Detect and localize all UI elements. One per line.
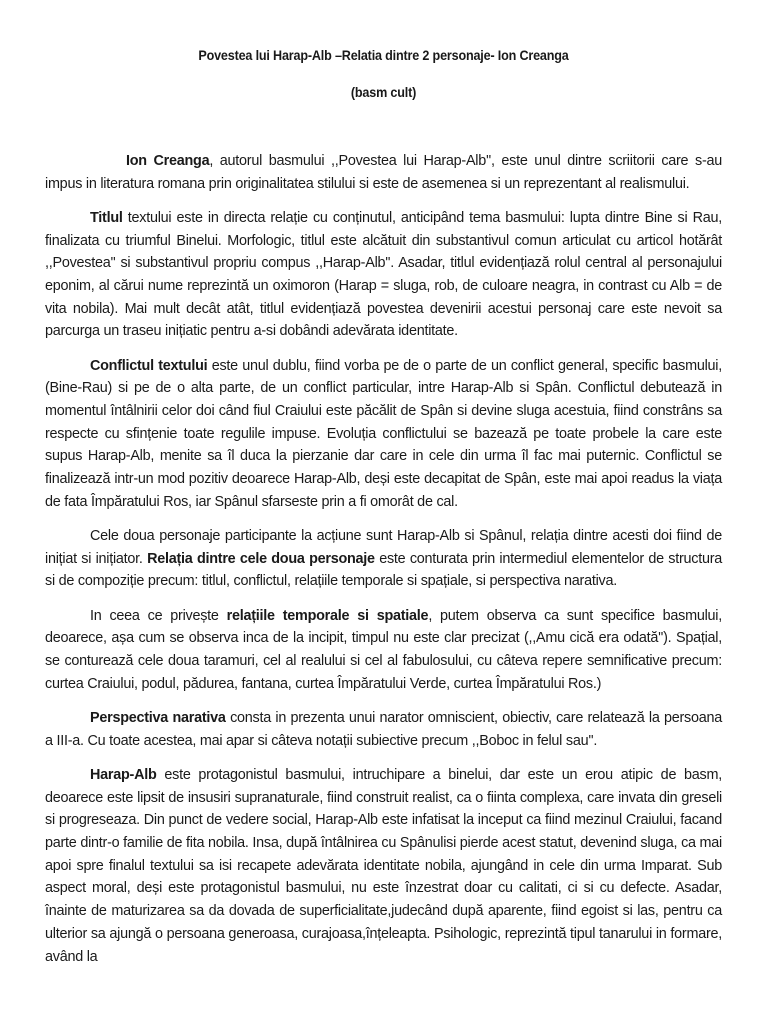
paragraph-relation xyxy=(45,525,722,593)
paragraph-relation-bold: Relația dintre cele doua personaje xyxy=(147,550,375,567)
paragraph-temporal xyxy=(45,605,722,696)
paragraph-conflict-text: este unul dublu, fiind vorba pe de o parte de un conflict general, specific basmului, (Bine-Rau) si pe de o alta parte, de un conflict particular, intre Harap-Alb si Spân. Conflictul debutează in momentul întâlnirii celor doi când fiul Craiului este păcălit de Spân si devine sluga acestuia, fiind constrâns sa respecte cu sfințenie toate regulile impuse. Evoluția conflictului se bazează pe toate probele la care este supus Harap-Alb, menite sa îl duca la pierzanie dar care in cele din urma îl fac mai puternic. Conflictul se finalizează intr-un mod pozitiv deoarece Harap-Alb, deși este decapitat de Spân, este mai apoi readus la viața de fata Împăratului Ros, iar Spânul sfarseste prin a fi omorât de cal. xyxy=(45,357,722,510)
paragraph-temporal-after: , putem observa ca sunt specifice basmului, deoarece, așa cum se observa inca de la incipit, timpul nu este clar precizat (,,Amu cică era odată''). Spațial, se conturează cele doua taramuri, cel al realului si cel al fabulosului, cu câteva repere semnificative precum: curtea Craiului, podul, pădurea, fantana, curtea Împăratului Verde, curtea Împăratului Ros.) xyxy=(45,607,723,692)
paragraph-conflict-lead: Conflictul textului xyxy=(90,357,208,374)
paragraph-relation-before: Cele doua personaje participante la acțiune sunt Harap-Alb si Spânul, relația dintre acesti doi fiind de inițiat si inițiator. xyxy=(45,528,722,567)
paragraph-title xyxy=(45,207,722,343)
document-title: Povestea lui Harap-Alb –Relatia dintre 2 personaje- Ion Creanga xyxy=(198,47,569,63)
paragraph-temporal-before: In ceea ce privește xyxy=(90,607,227,624)
document-subtitle: (basm cult) xyxy=(350,84,417,100)
paragraph-perspective xyxy=(45,707,722,752)
paragraph-title-lead: Titlul xyxy=(90,209,123,226)
paragraph-conflict xyxy=(45,355,722,514)
paragraph-perspective-lead: Perspectiva narativa xyxy=(90,709,226,726)
paragraph-relation-after: este conturata prin intermediul elementelor de structura si de compoziție precum: titlul, conflictul, relațiile temporale si spațiale, si perspectiva narativa. xyxy=(45,550,723,590)
paragraph-perspective-text: consta in prezenta unui narator omniscient, obiectiv, care relatează la persoana a III-a. Cu toate acestea, mai apar si câteva notații subiective precum ,,Boboc in felul sau''. xyxy=(45,709,722,749)
paragraph-intro xyxy=(45,150,722,195)
paragraph-title-text: textului este in directa relație cu conținutul, anticipând tema basmului: lupta dintre Bine si Rau, finalizata cu triumful Binelui. Morfologic, titlul este alcătuit din substantivul comun articulat cu articol hotărât ,,Povestea'' si substantivul propriu compus ,,Harap-Alb''. Asadar, titlul evidențiază rolul central al personajului eponim, al cărui nume reprezintă un oximoron (Harap = sluga, rob, de culoare neagra, in contrast cu Alb = de vita nobila). Mai mult decât atât, titlul evidențiază povestea devenirii acestui personaj care este nevoit sa parcurga un traseu inițiatic pentru a-si dobândi adevărata identitate. xyxy=(45,209,722,340)
paragraph-intro-text: , autorul basmului ,,Povestea lui Harap-Alb'', este unul dintre scriitorii care s-au impus in literatura romana prin originalitatea stilului si este de asemenea si un reprezentant al realismului. xyxy=(45,153,722,192)
paragraph-harap-text: este protagonistul basmului, intruchipare a binelui, dar este un erou atipic de basm, deoarece este lipsit de insusiri supranaturale, fiind construit realist, ca o fiinta complexa, care invata din greseli si progreseaza. Din punct de vedere social, Harap-Alb este infatisat la inceput ca fiind mezinul Craiului, facand parte dintr-o familie de fita nobila. Insa, după întâlnirea cu Spânulisi pierde acest statut, devenind sluga, ca mai apoi spre finalul textului sa isi recapete adevărata identitate nobila, ajungând in cele din urma Imparat. Sub aspect moral, deși este protagonistul basmului, nu este înzestrat doar cu calitati, ci si cu defecte. Asadar, înainte de maturizarea sa da dovada de superficialitate,judecând după aparente, fiind egoist si las, pentru ca ulterior sa ajungă o persoana generoasa, curajoasa,înțeleapta. Psihologic, reprezintă tipul tanarului in formare, având la xyxy=(45,766,722,965)
paragraph-intro-lead: Ion Creanga xyxy=(126,153,210,169)
document-body xyxy=(45,150,723,965)
document-page xyxy=(45,0,722,1024)
paragraph-harap-lead: Harap-Alb xyxy=(90,766,157,783)
paragraph-harap xyxy=(45,764,722,965)
paragraph-temporal-bold: relațiile temporale si spatiale xyxy=(226,607,429,624)
